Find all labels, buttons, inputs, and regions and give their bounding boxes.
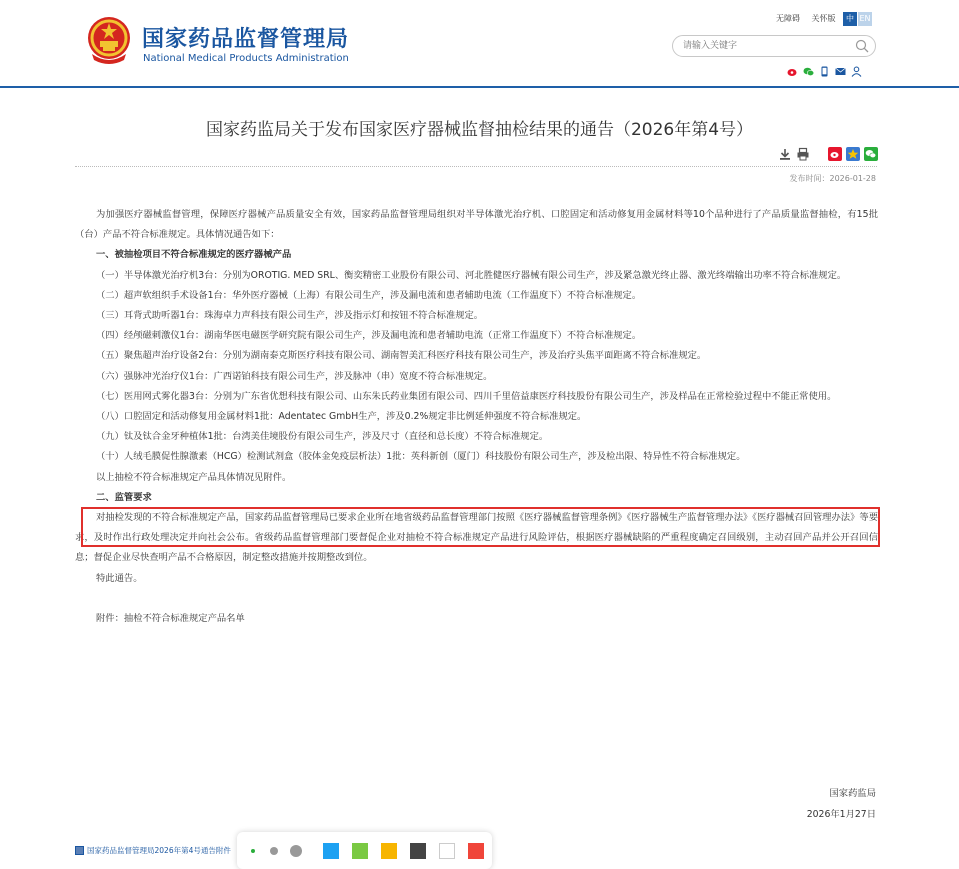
paragraph: 特此通告。 bbox=[96, 572, 143, 584]
pen-size-medium[interactable] bbox=[270, 847, 278, 855]
spacer bbox=[75, 589, 878, 609]
color-swatch-green[interactable] bbox=[352, 843, 368, 859]
header-divider bbox=[0, 86, 959, 88]
share-qzone-icon[interactable] bbox=[846, 146, 860, 160]
paragraph: （二）超声软组织手术设备1台：华外医疗器械（上海）有限公司生产，涉及漏电流和患者辅助电流（工作温度下）不符合标准规定。 bbox=[96, 289, 642, 301]
search-box[interactable] bbox=[672, 35, 876, 57]
org-name-en[interactable]: National Medical Products Administration bbox=[143, 53, 349, 64]
article-body bbox=[75, 205, 878, 629]
section-heading: 二、监管要求 bbox=[96, 491, 152, 503]
mobile-icon[interactable] bbox=[819, 62, 830, 73]
lang-zh-button[interactable]: 中 bbox=[843, 12, 857, 26]
weibo-icon[interactable] bbox=[787, 62, 798, 73]
document-icon bbox=[75, 846, 84, 855]
attachment-link-label[interactable]: 国家药品监督管理局2026年第4号通告附件 bbox=[87, 846, 231, 855]
article-tools bbox=[778, 146, 878, 160]
highlight-box bbox=[81, 507, 880, 547]
care-mode-link[interactable]: 关怀版 bbox=[811, 14, 836, 23]
search-icon[interactable] bbox=[855, 39, 869, 53]
org-name-cn[interactable]: 国家药品监督管理局 bbox=[142, 27, 350, 52]
paragraph: （六）强脉冲光治疗仪1台：广西诺铂科技有限公司生产，涉及脉冲（串）宽度不符合标准规定。 bbox=[96, 370, 493, 382]
paragraph: （一）半导体激光治疗机3台：分别为OROTIG. MED SRL、衡奕精密工业股份有限公司、河北胜健医疗器械有限公司生产，涉及紧急激光终止器、激光终端输出功率不符合标准规定。 bbox=[96, 269, 847, 281]
user-icon[interactable] bbox=[851, 62, 862, 73]
pen-size-small[interactable] bbox=[251, 849, 255, 853]
paragraph: （四）经颅磁刺激仪1台：湖南华医电磁医学研究院有限公司生产，涉及漏电流和患者辅助电流（正常工作温度下）不符合标准规定。 bbox=[96, 330, 642, 342]
section-heading: 一、被抽检项目不符合标准规定的医疗器械产品 bbox=[96, 249, 292, 261]
paragraph: （九）钛及钛合金牙种植体1批：台湾美佳境股份有限公司生产，涉及尺寸（直径和总长度）不符合标准规定。 bbox=[96, 431, 549, 443]
paragraph: （三）耳背式助听器1台：珠海卓力声科技有限公司生产，涉及指示灯和按钮不符合标准规定。 bbox=[96, 310, 484, 322]
lang-en-button[interactable]: EN bbox=[858, 12, 872, 26]
mail-icon[interactable] bbox=[835, 62, 846, 73]
wechat-icon[interactable] bbox=[803, 62, 814, 73]
color-swatch-red[interactable] bbox=[468, 843, 484, 859]
paragraph: 以上抽检不符合标准规定产品具体情况见附件。 bbox=[96, 471, 292, 483]
publish-time: 发布时间：2026-01-28 bbox=[789, 174, 876, 183]
national-emblem-icon bbox=[86, 14, 132, 66]
top-links bbox=[776, 13, 845, 24]
share-weibo-icon[interactable] bbox=[828, 146, 842, 160]
share-wechat-icon[interactable] bbox=[864, 146, 878, 160]
attachment-note: 附件：抽检不符合标准规定产品名单 bbox=[96, 612, 245, 624]
article-title: 国家药监局关于发布国家医疗器械监督抽检结果的通告（2026年第4号） bbox=[205, 120, 754, 140]
paragraph: （七）医用网式雾化器3台：分别为广东省优想科技有限公司、山东朱氏药业集团有限公司、四川千里倍益康医疗科技股份有限公司生产，涉及样品在正常检验过程中不能正常使用。 bbox=[96, 390, 837, 402]
color-swatch-yellow[interactable] bbox=[381, 843, 397, 859]
signature-org: 国家药监局 bbox=[829, 788, 876, 799]
paragraph: 对抽检发现的不符合标准规定产品，国家药品监督管理局已要求企业所在地省级药品监督管理部门按照《医疗器械监督管理条例》《医疗器械生产监督管理办法》《医疗器械召回管理办法》等要求，及时作出行政处理决定并向社会公布。省级药品监督管理部门要督促企业对抽检不符合标准规定产品进行风险评估，根据医疗器械缺陷的严重程度确定召回级别，主动召回产品并公开召回信息；督促企业尽快查明产品不合格原因，制定整改措施并按期整改到位。 bbox=[75, 512, 878, 564]
title-divider bbox=[75, 166, 877, 167]
accessibility-link[interactable]: 无障碍 bbox=[776, 14, 800, 23]
search-input[interactable] bbox=[683, 38, 853, 54]
social-links bbox=[787, 62, 862, 74]
color-swatch-blue[interactable] bbox=[323, 843, 339, 859]
annotation-toolbar bbox=[237, 832, 492, 869]
color-swatch-white[interactable] bbox=[439, 843, 455, 859]
attachment-link[interactable] bbox=[75, 845, 231, 856]
signature-date: 2026年1月27日 bbox=[806, 809, 876, 820]
download-icon[interactable] bbox=[778, 146, 792, 160]
pen-size-large[interactable] bbox=[290, 845, 302, 857]
paragraph: （十）人绒毛膜促性腺激素（HCG）检测试剂盒（胶体金免疫层析法）1批：英科新创（厦门）科技股份有限公司生产，涉及检出限、特异性不符合标准规定。 bbox=[96, 451, 746, 463]
paragraph: （五）聚焦超声治疗设备2台：分别为湖南泰克斯医疗科技有限公司、湖南智美汇科医疗科技有限公司生产，涉及治疗头焦平面距离不符合标准规定。 bbox=[96, 350, 707, 362]
print-icon[interactable] bbox=[796, 146, 810, 160]
paragraph: 为加强医疗器械监督管理，保障医疗器械产品质量安全有效，国家药品监督管理局组织对半导体激光治疗机、口腔固定和活动修复用金属材料等10个品种进行了产品质量监督抽检，有15批（台）产品不符合标准规定。具体情况通告如下： bbox=[75, 209, 878, 241]
site-header bbox=[0, 0, 959, 88]
paragraph: （八）口腔固定和活动修复用金属材料1批：Adentatec GmbH生产，涉及0.2%规定非比例延伸强度不符合标准规定。 bbox=[96, 411, 587, 423]
color-swatch-dark[interactable] bbox=[410, 843, 426, 859]
